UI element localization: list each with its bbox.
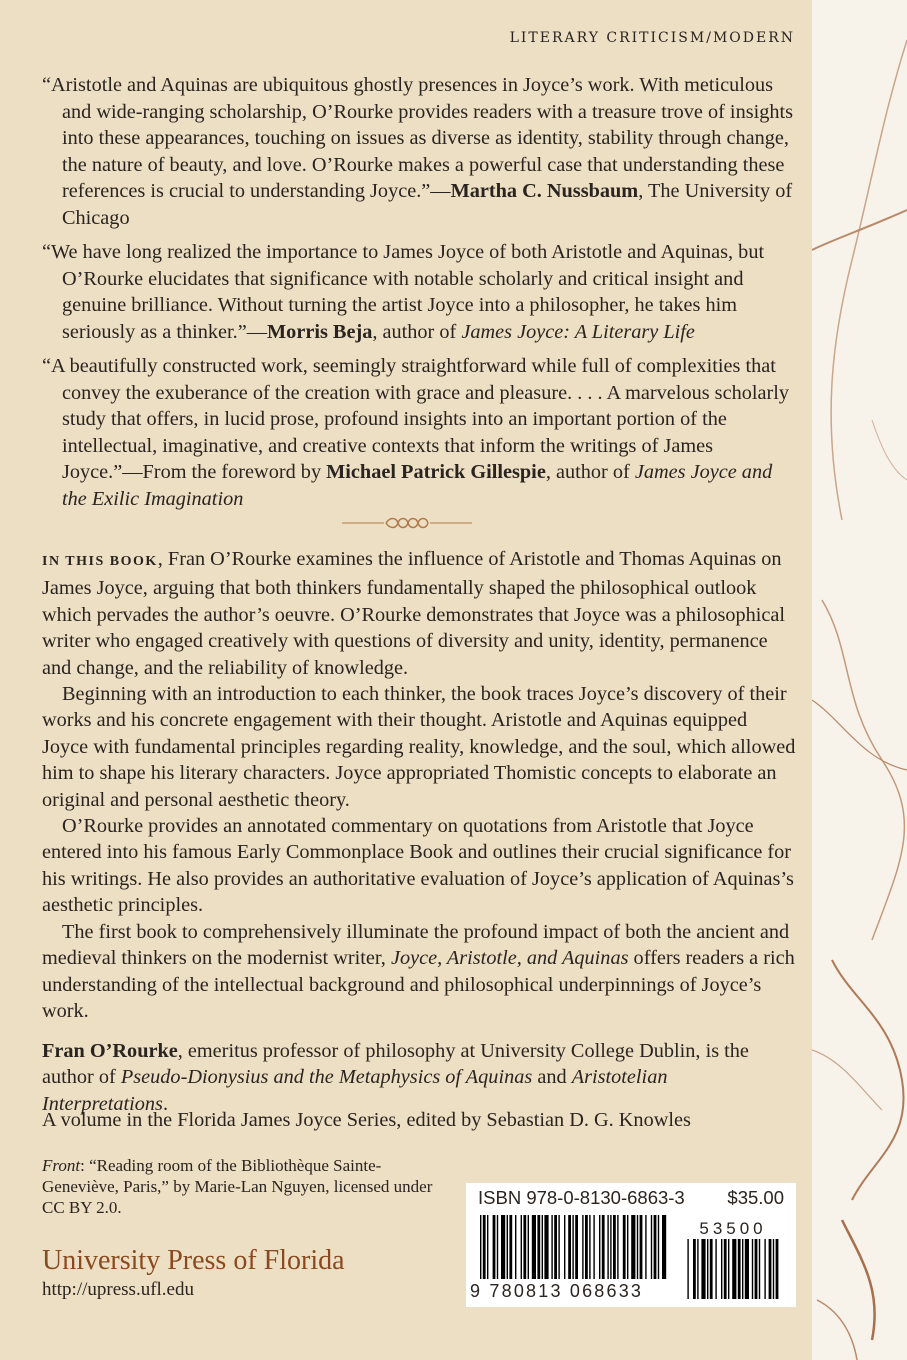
barcode-bar — [658, 1215, 659, 1279]
addon-bar — [715, 1239, 716, 1299]
para-text: offers readers a rich understanding of the intellectual background and philosophical underpinnings of Joyce’s work. — [42, 947, 795, 1022]
barcode-bar — [532, 1215, 536, 1279]
series-text: A volume in the Florida James Joyce Series, edited by Sebastian D. G. Knowles — [42, 1109, 691, 1131]
blurb-affiliation: , The University of Chicago — [62, 180, 793, 229]
barcode-bar — [645, 1215, 646, 1279]
blurb-work: James Joyce: A Literary Life — [461, 320, 695, 343]
addon-bar — [710, 1239, 713, 1299]
barcode-bar — [497, 1215, 498, 1279]
barcode-bar — [651, 1215, 652, 1279]
addon-bar — [738, 1239, 741, 1299]
description-section — [42, 546, 798, 1024]
addon-bar — [773, 1239, 774, 1299]
addon-bar — [707, 1239, 708, 1299]
para-text: The first book to comprehensively illuminate the profound impact of both the ancient and medieval thinkers on the modernist writer, — [42, 920, 790, 970]
barcode-bar — [493, 1215, 496, 1279]
barcode-bar — [480, 1215, 481, 1279]
addon-bar — [724, 1239, 727, 1299]
addon-bar — [732, 1239, 736, 1299]
barcode-box — [466, 1183, 796, 1307]
barcode-bar — [487, 1215, 488, 1279]
barcode-bar — [627, 1215, 628, 1279]
barcode-bar — [602, 1215, 605, 1279]
category-label: LITERARY CRITICISM/MODERN — [509, 30, 795, 46]
addon-bar — [721, 1239, 722, 1299]
bio-text: , emeritus professor of philosophy at University College Dublin, is the author of — [42, 1040, 749, 1089]
addon-bar — [769, 1239, 772, 1299]
blurb-affiliation: , author of — [545, 461, 635, 483]
bio-text: . — [162, 1092, 169, 1115]
barcode-bar — [515, 1215, 516, 1279]
barcode-bar — [564, 1215, 565, 1279]
blurb-author: Martha C. Nussbaum — [450, 180, 639, 202]
barcode-bar — [507, 1215, 508, 1279]
barcode-bar — [568, 1215, 571, 1279]
author-bio — [42, 1038, 798, 1117]
blurb-work: James Joyce and the Exilic Imagination — [62, 461, 773, 510]
book-title: Joyce, Aristotle, and Aquinas — [390, 947, 629, 970]
addon-bar — [701, 1239, 705, 1299]
addon-bar — [752, 1239, 753, 1299]
addon-bar — [776, 1239, 779, 1299]
addon-digits: 53500 — [699, 1219, 767, 1238]
ean-digits: 9 780813 068633 — [470, 1281, 644, 1301]
barcode-bar — [662, 1215, 666, 1279]
description-para-2: Beginning with an introduction to each thinker, the book traces Joyce’s discovery of their works and his concrete engagement with their thought. Aristotle and Aquinas equipped Joyce with fundamental principles regarding reality, knowledge, and the soul, which allowed him to shape his literary characters. Joyce appropriated Thomistic concepts to elaborate an original and personal aesthetic theory. — [42, 683, 796, 811]
addon-bar — [687, 1239, 688, 1299]
barcode-bar — [551, 1215, 552, 1279]
para-text: , Fran O’Rourke examines the influence of Aristotle and Thomas Aquinas on James Joyce, arguing that both thinkers fundamentally shaped the philosophical outlook which pervades the author’s oeuvre. O’Rourke demonstrates that Joyce was a philosophical writer who engaged creatively with questions of diversity and unity, identity, permanence and change, and the reliability of knowledge. — [42, 548, 786, 679]
barcode-bar — [623, 1215, 626, 1279]
barcode-bar — [610, 1215, 611, 1279]
bio-text: and — [532, 1066, 572, 1089]
barcode-bar — [613, 1215, 616, 1279]
addon-bar — [693, 1239, 696, 1299]
blurb-nussbaum — [42, 72, 798, 231]
blurb-beja — [42, 239, 798, 345]
marble-veins-icon — [812, 0, 907, 1360]
barcode-bar — [631, 1215, 635, 1279]
barcode-bar — [483, 1215, 486, 1279]
lead-in: IN THIS BOOK — [42, 554, 158, 569]
addon-bar — [745, 1239, 749, 1299]
barcode-bar — [558, 1215, 559, 1279]
blurb-text: “A beautifully constructed work, seemingly straightforward while full of complexities that convey the exuberance of the creation with grace and pleasure. . . . A marvelous scholarly study that offers, in lucid prose, profound insights into an important portion of the intellectual, imaginative, and creative contexts that inform the writings of James Joyce.”—From the foreword by — [42, 355, 790, 483]
blurb-gillespie — [42, 353, 798, 512]
author-name: Fran O’Rourke — [42, 1040, 178, 1062]
publisher-url[interactable]: http://upress.ufl.edu — [42, 1279, 194, 1300]
barcode-bar — [523, 1215, 526, 1279]
barcode-bar — [599, 1215, 600, 1279]
barcode-bar — [501, 1215, 505, 1279]
barcode-bar — [537, 1215, 540, 1279]
description-para-4 — [42, 919, 798, 1025]
barcode-bar — [542, 1215, 543, 1279]
blurb-text: “Aristotle and Aquinas are ubiquitous ghostly presences in Joyce’s work. With meticulous and wide-ranging scholarship, O’Rourke provides readers with a treasure trove of insights into these appearances, touching on issues as diverse as identity, stability through change, the nature of beauty, and love. O’Rourke makes a powerful case that understanding these references is crucial to understanding Joyce.”— — [42, 74, 794, 202]
addon-bar — [728, 1239, 729, 1299]
barcode-bar — [593, 1215, 594, 1279]
barcode-bar — [589, 1215, 590, 1279]
series-note — [42, 1107, 798, 1133]
marble-strip — [812, 0, 907, 1360]
description-para-1 — [42, 546, 798, 681]
blurb-author: Morris Beja — [267, 320, 373, 343]
barcode-bar — [582, 1215, 583, 1279]
addon-bar — [755, 1239, 758, 1299]
blurb-affiliation: , author of — [372, 320, 462, 343]
barcode-bar — [575, 1215, 578, 1279]
barcode-bar — [554, 1215, 557, 1279]
barcode-bar — [640, 1215, 643, 1279]
ornament-divider-icon — [342, 510, 472, 536]
author-book: Pseudo-Dionysius and the Metaphysics of Aquinas — [120, 1066, 533, 1089]
barcode-bar — [521, 1215, 522, 1279]
blurb-text: “We have long realized the importance to James Joyce of both Aristotle and Aquinas, but O’Rourke elucidates that significance with notable scholarly and critical insight and genuine brilliance. Without turning the artist Joyce into a philosopher, he takes him seriously as a thinker.”— — [42, 241, 765, 343]
price-text: $35.00 — [727, 1187, 784, 1208]
barcode-bar — [509, 1215, 512, 1279]
credit-text: : “Reading room of the Bibliothèque Sainte-Geneviève, Paris,” by Marie-Lan Nguyen, licensed under CC BY 2.0. — [42, 1156, 433, 1217]
barcode-bar — [654, 1215, 657, 1279]
author-bio-text — [42, 1038, 798, 1117]
addon-bar — [759, 1239, 760, 1299]
credit-label: Front — [42, 1156, 81, 1175]
author-book: Aristotelian Interpretations — [42, 1066, 668, 1115]
addon-bar — [764, 1239, 765, 1299]
barcode-bar — [617, 1215, 618, 1279]
barcode-bar — [637, 1215, 638, 1279]
barcode-bar — [572, 1215, 573, 1279]
addon-bar — [742, 1239, 743, 1299]
barcode-bar — [607, 1215, 608, 1279]
barcode-bar — [585, 1215, 588, 1279]
cover-credit — [42, 1155, 442, 1218]
barcode-bar — [528, 1215, 529, 1279]
isbn-text: ISBN 978-0-8130-6863-3 — [478, 1187, 685, 1208]
barcode-bar — [544, 1215, 548, 1279]
description-para-3: O’Rourke provides an annotated commentary on quotations from Aristotle that Joyce entered into his famous Early Commonplace Book and outlines their crucial significance for his writings. He also provides an authoritative evaluation of Joyce’s application of Aquinas’s aesthetic principles. — [42, 815, 794, 917]
addon-bar — [697, 1239, 698, 1299]
blurbs-section — [42, 72, 798, 520]
blurb-author: Michael Patrick Gillespie — [326, 461, 546, 483]
publisher-name: University Press of Florida — [42, 1245, 345, 1276]
